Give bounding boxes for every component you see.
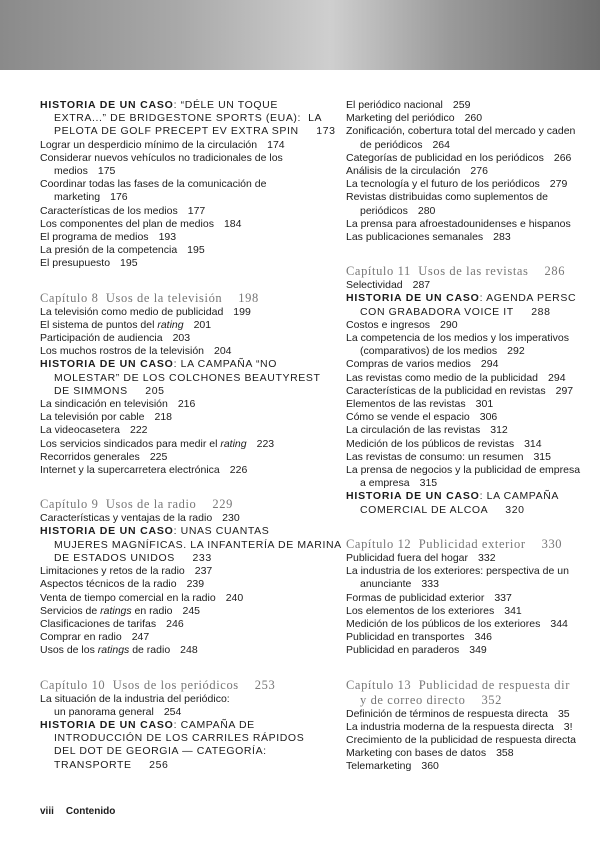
entry-title: La prensa para afroestadounidenses e hispanos [346, 217, 571, 230]
toc-entry [346, 747, 600, 760]
case-study-line [346, 292, 600, 305]
toc-entry [40, 398, 325, 411]
case-study-line [40, 125, 336, 138]
case-study-text: DE ESTADOS UNIDOS 233 [54, 551, 212, 564]
entry-title: Marketing con bases de datos [346, 747, 487, 760]
entry-title: La televisión como medio de publicidad [40, 305, 224, 318]
toc-entry [346, 644, 600, 657]
toc-entry [40, 693, 325, 706]
case-study-text: : LA CAMPAÑA “NO [173, 358, 277, 371]
entry-page-number: 195 [187, 244, 205, 257]
entry-title: Características y ventajas de la radio [40, 512, 213, 525]
toc-entry [40, 605, 325, 618]
entry-page-number: 218 [154, 411, 173, 424]
case-study-line [40, 745, 325, 758]
entry-title: Costos e ingresos [346, 318, 431, 331]
case-study-entry [40, 99, 336, 139]
case-study-line [40, 719, 325, 732]
entry-page-number: 201 [193, 318, 212, 331]
case-study-line [346, 490, 600, 503]
toc-entry [40, 257, 325, 270]
entry-page-number: 349 [469, 644, 487, 657]
entry-title: Los elementos de los exteriores [346, 604, 495, 617]
case-study-text: : “DÉLE UN TOQUE [173, 99, 278, 111]
case-study-text: : AGENDA PERSC [479, 292, 577, 305]
toc-entry [40, 218, 325, 231]
toc-entry [346, 99, 600, 112]
toc-entry [346, 112, 600, 125]
entry-title: Elementos de las revistas [346, 398, 466, 411]
entry-page-number: 290 [440, 318, 458, 331]
case-study-text: TRANSPORTE 256 [54, 758, 169, 771]
entry-page-number: 280 [417, 204, 436, 217]
toc-entry [40, 592, 325, 605]
toc-entry [40, 578, 325, 591]
toc-entry [40, 706, 325, 719]
entry-title: Participación de audiencia [40, 332, 163, 345]
entry-title: La competencia de los medios y los imperativos [346, 332, 569, 345]
entry-page-number: 176 [110, 191, 128, 204]
toc-entry [346, 358, 600, 371]
entry-title: Comprar en radio [40, 631, 122, 644]
entry-title: El periódico nacional [346, 99, 443, 111]
entry-title: Publicidad en paraderos [346, 644, 460, 657]
entry-title: La circulación de las revistas [346, 424, 481, 437]
entry-title: La presión de la competencia [40, 244, 178, 257]
entry-italic: rating [220, 437, 247, 450]
entry-title: Marketing del periódico [346, 112, 455, 125]
toc-entry [346, 205, 600, 218]
case-study-text: : UNAS CUANTAS [173, 525, 270, 538]
entry-page-number: 175 [97, 165, 116, 178]
spacer [346, 244, 600, 264]
chapter-title: Capítulo 9 Usos de la radio [40, 497, 197, 512]
entry-page-number: 301 [475, 398, 494, 411]
chapter-heading [346, 678, 600, 693]
toc-entry [40, 319, 325, 332]
toc-entry [346, 552, 600, 565]
spacer [40, 271, 325, 291]
entry-page-number: 199 [233, 305, 251, 318]
entry-page-number: 174 [267, 138, 285, 151]
entry-title: un panorama general [54, 705, 154, 718]
toc-entry [346, 464, 600, 477]
case-study-entry [40, 719, 325, 772]
entry-title: La situación de la industria del periódico: [40, 692, 230, 705]
toc-entry [40, 438, 325, 451]
toc-entry [346, 191, 600, 204]
toc-entry [346, 345, 600, 358]
chapter-heading [40, 678, 325, 693]
entry-title: Considerar nuevos vehículos no tradicionales de los [40, 151, 283, 164]
entry-title: Coordinar todas las fases de la comunicación de [40, 178, 267, 191]
toc-entry [346, 477, 600, 490]
toc-entry [40, 618, 325, 631]
toc-entry [346, 398, 600, 411]
entry-title: anunciante [360, 578, 412, 591]
case-study-text: : LA CAMPAÑA [479, 490, 560, 503]
entry-page-number: 332 [478, 551, 496, 564]
case-study-line [40, 385, 325, 398]
case-study-text: DEL DOT DE GEORGIA — CATEGORÍA: [54, 745, 267, 758]
entry-page-number: 237 [194, 565, 213, 578]
entry-title: Las revistas como medio de la publicidad [346, 371, 539, 384]
entry-page-number: 276 [470, 165, 488, 178]
entry-page-number: 184 [223, 217, 242, 230]
entry-page-number: 294 [548, 371, 566, 384]
entry-page-number: 216 [177, 398, 196, 411]
chapter-page-number: 352 [481, 692, 503, 707]
toc-entry [346, 385, 600, 398]
toc-entry [346, 279, 600, 292]
entry-page-number: 294 [480, 358, 499, 371]
entry-page-number: 306 [479, 411, 498, 424]
toc-entry [40, 191, 325, 204]
case-study-lead: HISTORIA DE UN CASO [346, 490, 480, 503]
entry-title: La prensa de negocios y la publicidad de empresa [346, 464, 581, 477]
entry-title: Compras de varios medios [346, 358, 471, 371]
entry-title: Los componentes del plan de medios [40, 217, 214, 230]
case-study-text: INTRODUCCIÓN DE LOS CARRILES RÁPIDOS [54, 732, 305, 745]
entry-title: (comparativos) de los medios [360, 345, 498, 358]
entry-title: Categorías de publicidad en los periódicos [346, 151, 544, 164]
entry-page-number: 230 [222, 512, 240, 525]
toc-entry [40, 205, 325, 218]
entry-title: La videocasetera [40, 424, 120, 437]
case-study-entry [40, 525, 342, 565]
entry-page-number: 360 [421, 760, 439, 773]
toc-entry [40, 178, 325, 191]
entry-page-number: 203 [172, 332, 191, 345]
entry-title: Características de los medios [40, 204, 178, 217]
entry-page-number: 279 [549, 178, 568, 191]
spacer [346, 517, 600, 537]
toc-entry [346, 139, 600, 152]
entry-page-number: 358 [496, 747, 514, 760]
case-study-text: DE SIMMONS 205 [54, 384, 165, 397]
chapter-page-number: 286 [544, 264, 566, 279]
case-study-line [40, 525, 325, 538]
chapter-title: Capítulo 13 Publicidad de respuesta dir [346, 677, 570, 692]
entry-page-number: 245 [182, 604, 201, 617]
entry-title: La industria moderna de la respuesta directa [346, 720, 554, 733]
chapter-page-number: 198 [238, 290, 259, 305]
toc-entry [40, 152, 325, 165]
footer-label: Contenido [65, 806, 116, 817]
case-study-line [40, 759, 325, 772]
left-column [40, 99, 342, 772]
toc-entry [346, 178, 600, 191]
chapter-title: Capítulo 11 Usos de las revistas [346, 264, 529, 279]
case-study-lead: HISTORIA DE UN CASO [40, 358, 174, 371]
case-study-entry [40, 358, 325, 398]
toc-entry [346, 411, 600, 424]
toc-entry [346, 319, 600, 332]
case-study-line [40, 552, 325, 565]
entry-page-number: 344 [550, 617, 568, 630]
case-study-line [346, 504, 600, 517]
entry-page-number: 333 [421, 578, 439, 591]
toc-entry [346, 760, 600, 773]
entry-page-number: 259 [452, 99, 471, 111]
toc-entry [346, 218, 600, 231]
toc-entry [40, 424, 325, 437]
entry-title: La sindicación en televisión [40, 398, 168, 411]
entry-page-number: 193 [158, 231, 177, 244]
entry-italic: ratings [100, 604, 132, 617]
entry-page-number: 283 [493, 231, 511, 244]
case-study-line [40, 358, 325, 371]
entry-title: Limitaciones y retos de la radio [40, 565, 185, 578]
entry-title: Revistas distribuidas como suplementos de [346, 191, 548, 204]
entry-title: Aspectos técnicos de la radio [40, 578, 177, 591]
chapter-title: Capítulo 12 Publicidad exterior [346, 536, 526, 551]
toc-entry [346, 578, 600, 591]
entry-title: Zonificación, cobertura total del mercado y caden [346, 125, 576, 138]
toc-entry [346, 605, 600, 618]
chapter-heading [40, 497, 325, 512]
entry-page-number: 3! [563, 720, 573, 733]
header-banner [0, 0, 600, 70]
toc-entry [40, 332, 325, 345]
entry-title: Análisis de la circulación [346, 165, 461, 178]
chapter-page-number: 229 [212, 497, 233, 512]
entry-title: Recorridos generales [40, 450, 140, 463]
toc-entry [40, 464, 325, 477]
chapter-heading-cont [346, 693, 600, 708]
toc-entry [346, 332, 600, 345]
spacer [346, 658, 600, 678]
entry-title: marketing [54, 191, 101, 204]
case-study-text: PELOTA DE GOLF PRECEPT EV EXTRA SPIN 173 [54, 125, 336, 138]
toc-entry [346, 592, 600, 605]
entry-title: El programa de medios [40, 231, 149, 244]
entry-page-number: 264 [432, 138, 450, 151]
toc-entry [40, 512, 325, 525]
entry-title: Telemarketing [346, 760, 412, 773]
toc-entry [40, 139, 325, 152]
entry-title: Formas de publicidad exterior [346, 591, 485, 604]
case-study-line [40, 112, 325, 125]
toc-entry [346, 152, 600, 165]
chapter-page-number: 330 [541, 536, 563, 551]
entry-page-number: 315 [419, 477, 438, 490]
entry-title-cont: de radio [129, 644, 171, 657]
case-study-text: MUJERES MAGNÍFICAS. LA INFANTERÍA DE MARINA [54, 538, 342, 551]
case-study-lead: HISTORIA DE UN CASO [40, 718, 174, 731]
chapter-heading [346, 264, 600, 279]
toc-entry [346, 451, 600, 464]
case-study-text: MOLESTAR” DE LOS COLCHONES BEAUTYREST [54, 371, 321, 384]
toc-entry [346, 618, 600, 631]
entry-title: de periódicos [360, 138, 423, 151]
toc-entry [40, 244, 325, 257]
entry-title: Los muchos rostros de la televisión [40, 345, 204, 358]
case-study-text: COMERCIAL DE ALCOA 320 [360, 503, 525, 516]
entry-title: Usos de los [40, 644, 98, 657]
toc-entry [346, 125, 600, 138]
toc-entry [40, 411, 325, 424]
spacer [40, 658, 325, 678]
entry-page-number: 247 [131, 631, 150, 644]
entry-title: Publicidad fuera del hogar [346, 551, 469, 564]
chapter-title: Capítulo 10 Usos de los periódicos [40, 677, 239, 692]
entry-title: Servicios de [40, 604, 101, 617]
case-study-line [346, 306, 600, 319]
entry-page-number: 222 [129, 424, 148, 437]
entry-title: a empresa [360, 477, 410, 490]
entry-page-number: 223 [256, 437, 275, 450]
entry-title: Las publicaciones semanales [346, 231, 484, 244]
entry-title-cont: en radio [131, 604, 173, 617]
toc-entry [40, 451, 325, 464]
toc-entry [40, 644, 325, 657]
right-column [346, 99, 600, 774]
case-study-entry [346, 292, 600, 318]
case-study-lead: HISTORIA DE UN CASO [40, 99, 174, 111]
entry-page-number: 248 [180, 644, 198, 657]
entry-title: Publicidad en transportes [346, 631, 465, 644]
entry-title: La televisión por cable [40, 411, 145, 424]
case-study-text: EXTRA...” DE BRIDGESTONE SPORTS (EUA): LA [54, 112, 323, 125]
toc-entry [40, 165, 325, 178]
entry-page-number: 246 [166, 617, 184, 630]
entry-title: Lograr un desperdicio mínimo de la circulación [40, 138, 258, 151]
entry-title: La industria de los exteriores: perspectiva de un [346, 565, 569, 578]
entry-title: Las revistas de consumo: un resumen [346, 450, 524, 463]
entry-title: Internet y la supercarretera electrónica [40, 464, 220, 477]
entry-title: Definición de términos de respuesta directa [346, 707, 548, 720]
spacer [40, 477, 325, 497]
entry-page-number: 226 [229, 464, 248, 477]
toc-entry [346, 165, 600, 178]
case-study-text: : CAMPAÑA DE [173, 718, 255, 731]
entry-page-number: 35 [557, 707, 570, 720]
entry-page-number: 297 [555, 384, 574, 397]
entry-title: Venta de tiempo comercial en la radio [40, 591, 216, 604]
toc-entry [346, 631, 600, 644]
toc-entry [346, 424, 600, 437]
case-study-line [40, 538, 342, 552]
entry-page-number: 254 [163, 705, 182, 718]
entry-page-number: 239 [186, 578, 205, 591]
case-study-line [40, 372, 325, 385]
toc-entry [346, 721, 600, 734]
case-study-lead: HISTORIA DE UN CASO [346, 292, 480, 305]
toc-entry [40, 345, 325, 358]
entry-title: El sistema de puntos del [40, 318, 158, 331]
case-study-text: CON GRABADORA VOICE IT 288 [360, 305, 551, 318]
page-footer [40, 806, 115, 817]
chapter-heading [346, 537, 600, 552]
entry-title: Crecimiento de la publicidad de respuesta directa [346, 733, 576, 746]
entry-title: Selectividad [346, 279, 403, 292]
chapter-heading [40, 291, 325, 306]
case-study-line [40, 99, 325, 112]
entry-page-number: 204 [214, 345, 232, 358]
entry-page-number: 260 [464, 112, 483, 125]
footer-page-number: viii [40, 806, 54, 817]
case-study-entry [346, 490, 600, 516]
entry-page-number: 225 [149, 450, 168, 463]
entry-page-number: 177 [187, 204, 206, 217]
toc-entry [346, 231, 600, 244]
toc-entry [40, 631, 325, 644]
entry-title: Medición de los públicos de los exteriores [346, 617, 541, 630]
case-study-line [40, 732, 325, 745]
entry-page-number: 266 [553, 151, 572, 164]
entry-page-number: 346 [474, 631, 493, 644]
entry-page-number: 240 [225, 591, 244, 604]
entry-title: Cómo se vende el espacio [346, 411, 470, 424]
entry-page-number: 315 [533, 450, 551, 463]
entry-italic: rating [157, 318, 184, 331]
toc-entry [40, 306, 325, 319]
chapter-title: Capítulo 8 Usos de la televisión [40, 290, 223, 305]
chapter-page-number: 253 [254, 677, 276, 692]
entry-page-number: 314 [524, 437, 542, 450]
entry-page-number: 195 [120, 257, 138, 270]
entry-page-number: 287 [412, 279, 431, 292]
entry-title: Los servicios sindicados para medir el [40, 437, 221, 450]
entry-page-number: 337 [494, 591, 512, 604]
entry-page-number: 312 [490, 424, 508, 437]
toc-entry [40, 231, 325, 244]
entry-page-number: 341 [504, 604, 522, 617]
entry-italic: ratings [97, 644, 130, 657]
toc-entry [346, 708, 600, 721]
case-study-lead: HISTORIA DE UN CASO [40, 525, 174, 538]
entry-page-number: 292 [507, 345, 525, 358]
entry-title: periódicos [360, 204, 408, 217]
toc-entry [346, 734, 600, 747]
entry-title: Clasificaciones de tarifas [40, 617, 157, 630]
toc-entry [346, 438, 600, 451]
toc-entry [346, 372, 600, 385]
entry-title: La tecnología y el futuro de los periódicos [346, 178, 540, 191]
entry-title: medios [54, 165, 88, 178]
entry-title: El presupuesto [40, 257, 111, 270]
chapter-title-cont: y de correo directo [360, 692, 466, 707]
entry-title: Medición de los públicos de revistas [346, 437, 515, 450]
entry-title: Características de la publicidad en revistas [346, 384, 546, 397]
toc-entry [346, 565, 600, 578]
toc-entry [40, 565, 325, 578]
